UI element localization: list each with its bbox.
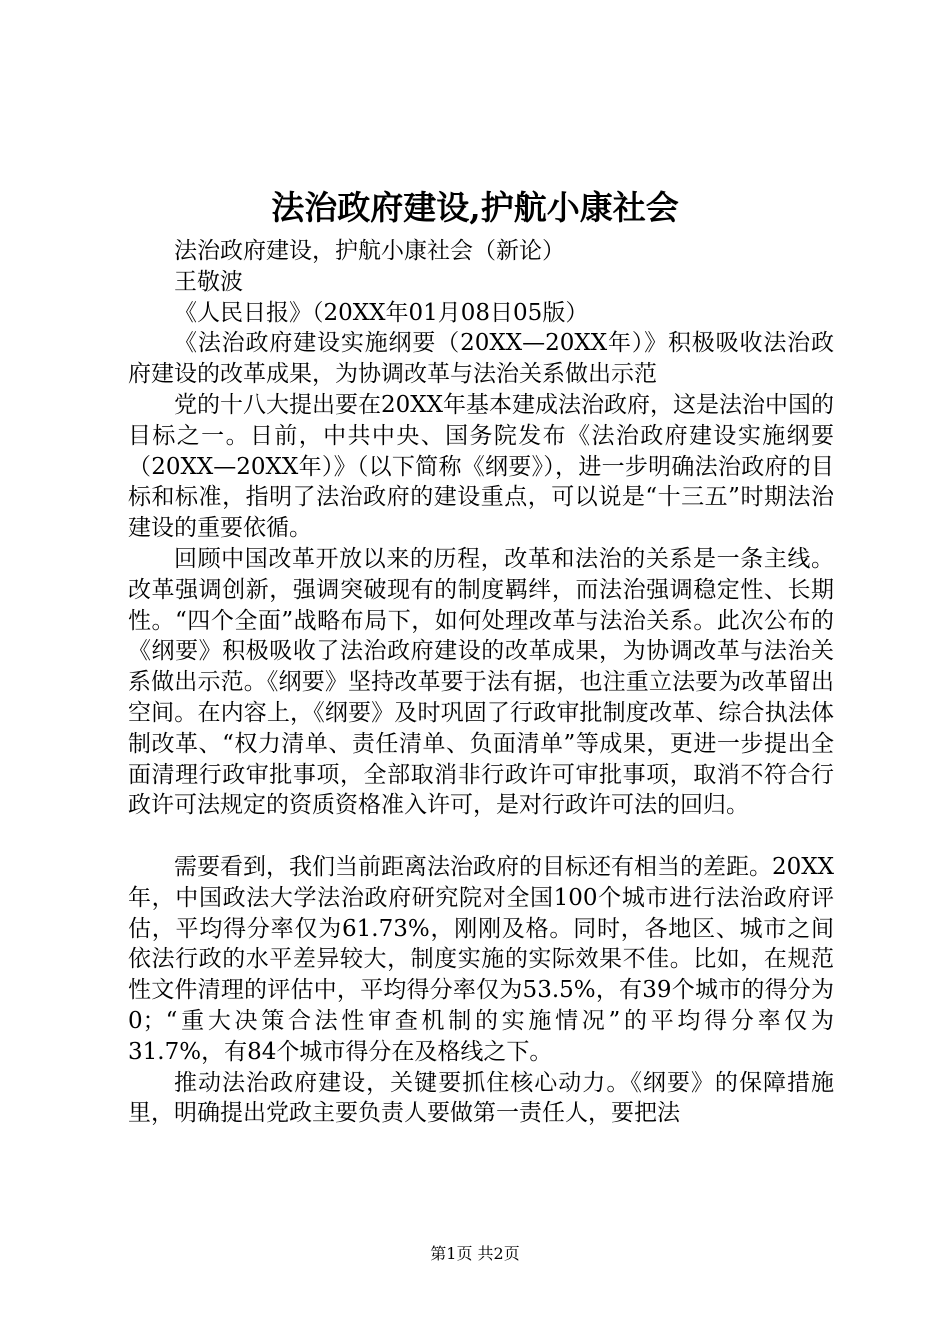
source-paragraph: 《人民日报》（20XX年01月08日05版） (174, 299, 589, 326)
body-paragraph: 回顾中国改革开放以来的历程，改革和法治的关系是一条主线。改革强调创新，强调突破现有的制度羁绊，而法治强调稳定性、长期性。“四个全面”战略布局下，如何处理改革与法治关系。此次公布的《纲要》积极吸收了法治政府建设的改革成果，为协调改革与法治关系做出示范。《纲要》坚持改革要于法有据，也注重立法要为改革留出空间。在内容上，《纲要》及时巩固了行政审批制度改革、综合执法体制改革、“权力清单、责任清单、负面清单”等成果，更进一步提出全面清理行政审批事项，全部取消非行政许可审批事项，取消不符合行政许可法规定的资质资格准入许可，是对行政许可法的回归。 (128, 545, 834, 819)
lead-paragraph: 《法治政府建设实施纲要（20XX—20XX年）》积极吸收法治政府建设的改革成果，为协调改革与法治关系做出示范 (128, 330, 834, 388)
body-paragraph: 需要看到，我们当前距离法治政府的目标还有相当的差距。20XX年，中国政法大学法治政府研究院对全国100个城市进行法治政府评估，平均得分率仅为61.73%，刚刚及格。同时，各地区、城市之间依法行政的水平差异较大，制度实施的实际效果不佳。比如，在规范性文件清理的评估中，平均得分率仅为53.5%，有39个城市的得分为0；“重大决策合法性审查机制的实施情况”的平均得分率仅为31.7%，有84个城市得分在及格线之下。 (128, 853, 835, 1065)
body-paragraph: 党的十八大提出要在20XX年基本建成法治政府，这是法治中国的目标之一。日前，中共中央、国务院发布《法治政府建设实施纲要（20XX—20XX年）》（以下简称《纲要》），进一步明确法治政府的目标和标准，指明了法治政府的建设重点，可以说是“十三五”时期法治建设的重要依循。 (128, 391, 835, 542)
author-paragraph: 王敬波 (174, 268, 243, 295)
subtitle-paragraph: 法治政府建设，护航小康社会（新论） (174, 238, 565, 264)
body-paragraph: 推动法治政府建设，关键要抓住核心动力。《纲要》的保障措施里，明确提出党政主要负责人要做第一责任人，要把法 (128, 1069, 834, 1127)
page-number-footer: 第1页 共2页 (430, 1244, 520, 1263)
document-title: 法治政府建设,护航小康社会 (271, 188, 679, 227)
document-body (128, 236, 834, 1129)
